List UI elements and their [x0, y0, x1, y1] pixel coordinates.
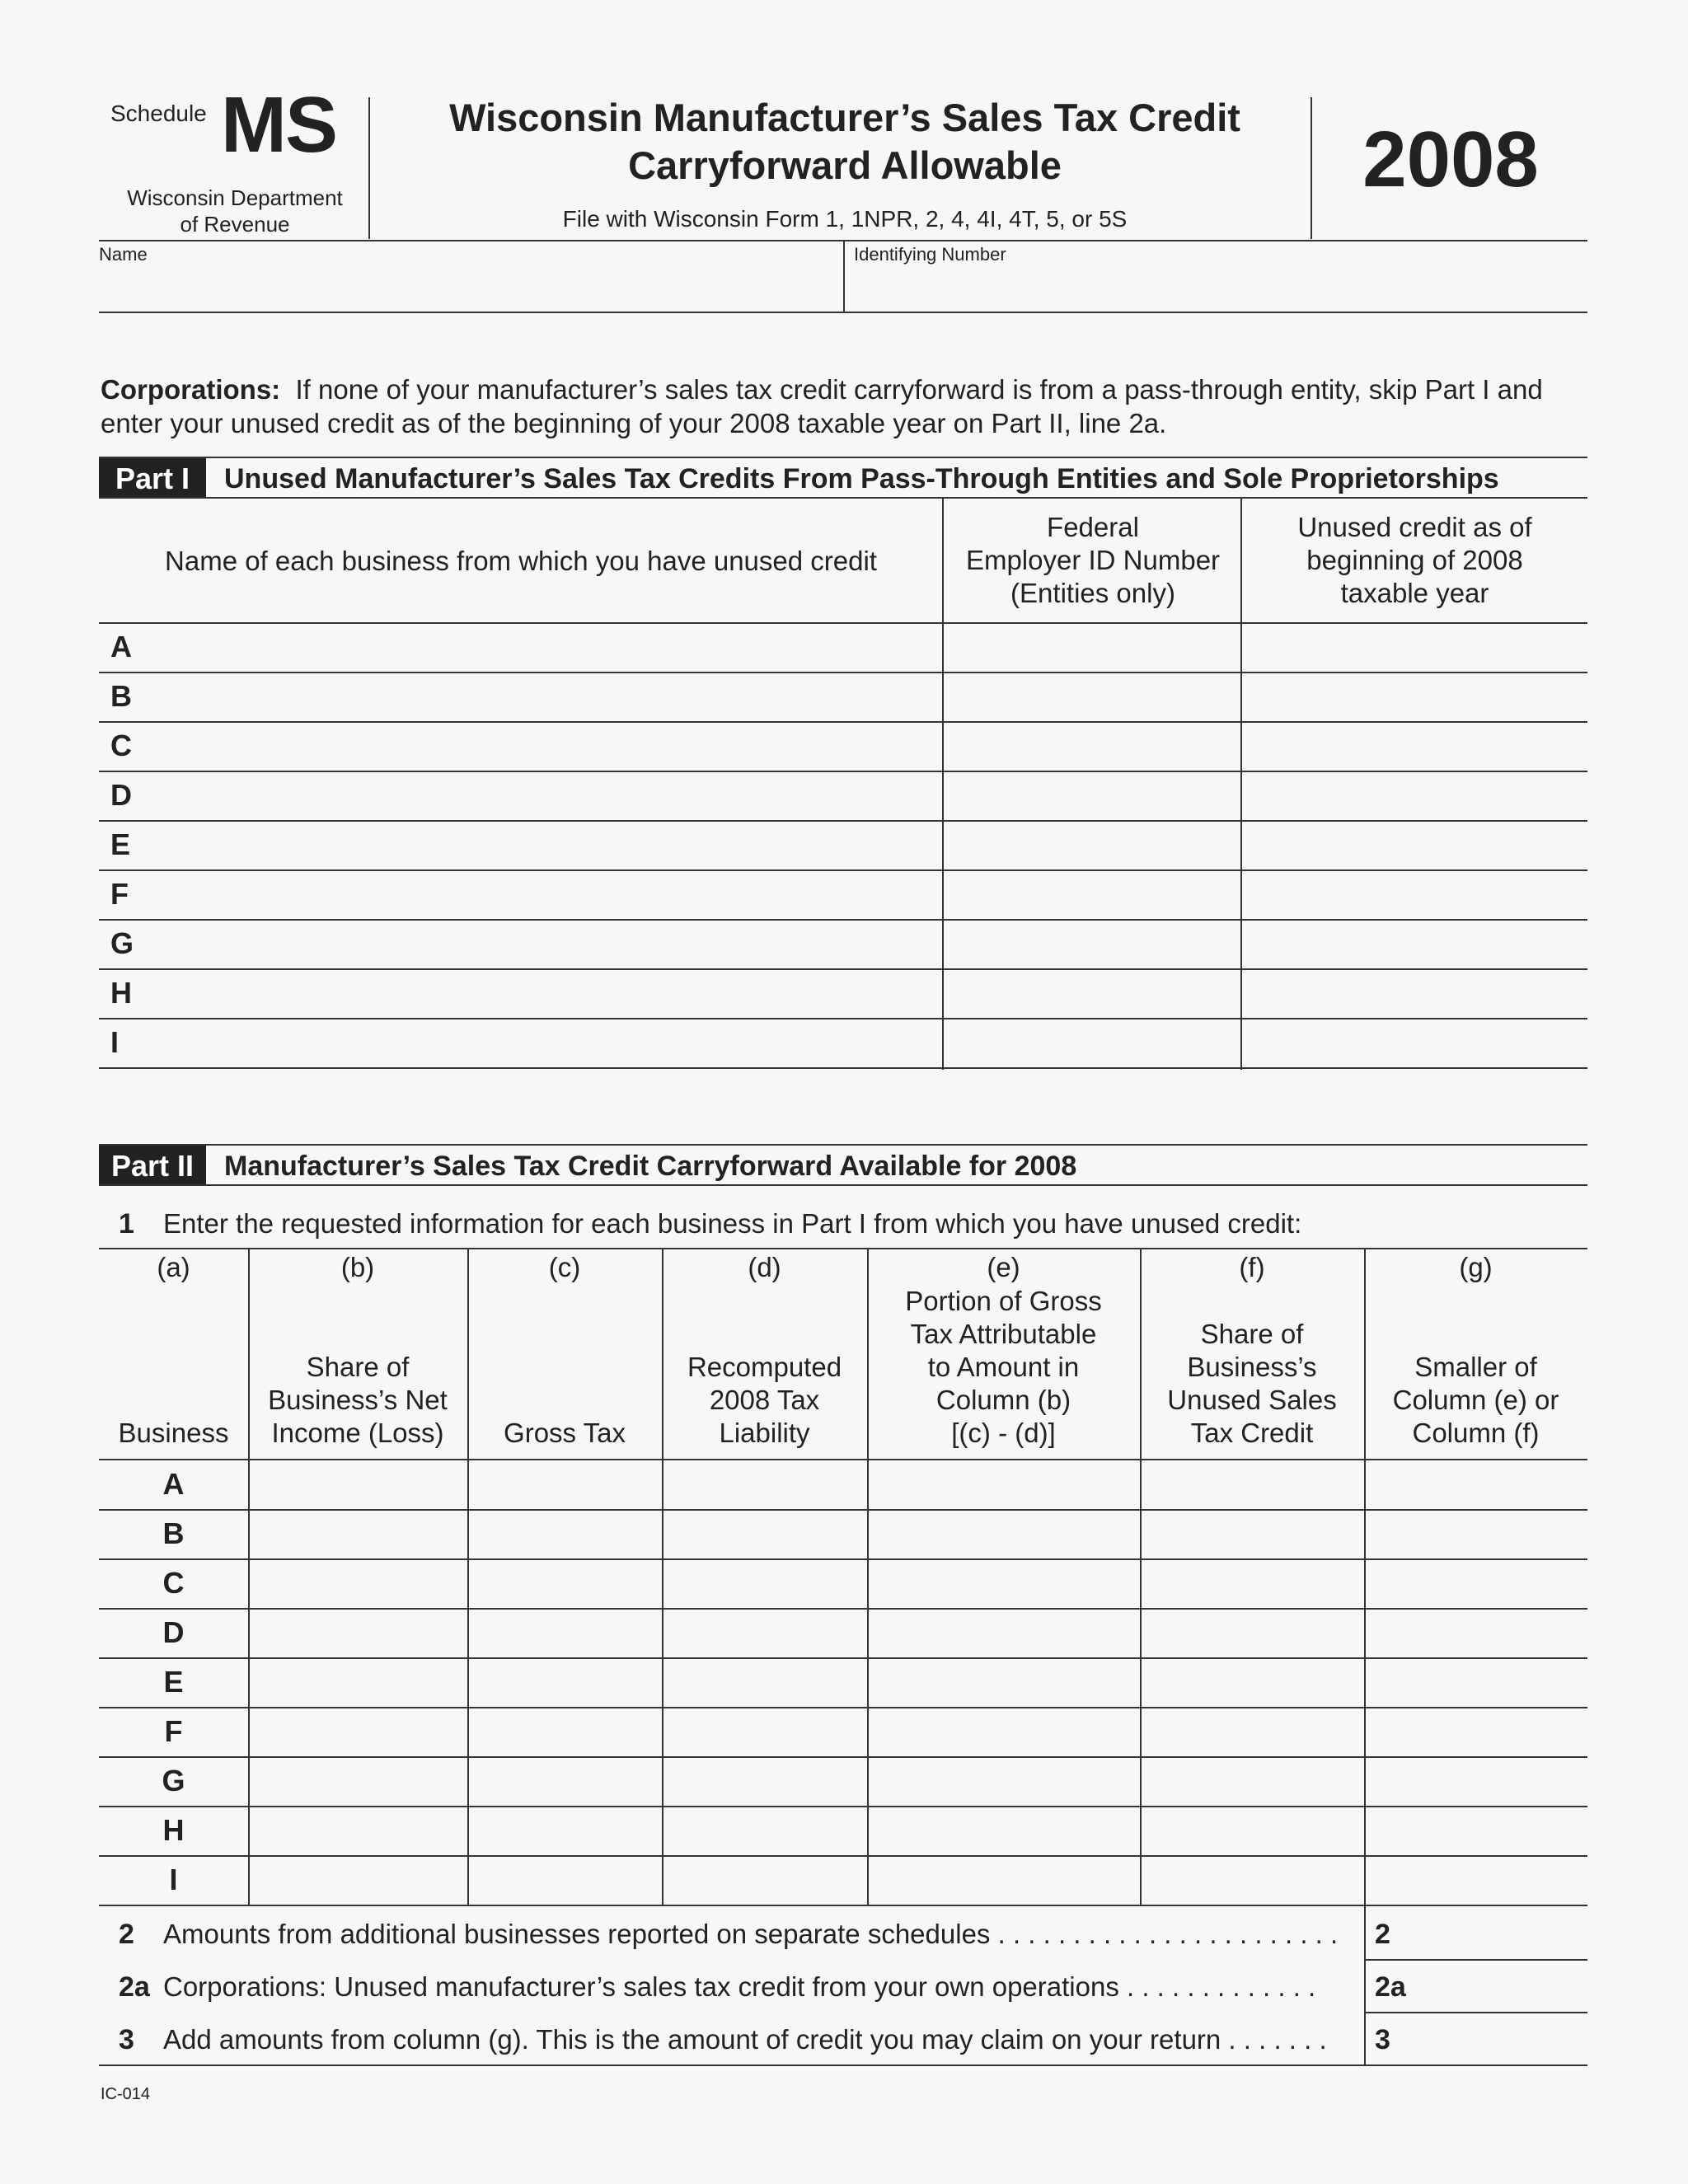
part2-amount-field[interactable] [472, 1710, 657, 1753]
department-line-1: Wisconsin Department [127, 185, 343, 210]
part2-amount-field[interactable] [872, 1858, 1135, 1901]
part2-header-rule [99, 1184, 1587, 1186]
part2-amount-field[interactable] [253, 1562, 462, 1605]
part1-business-name-field[interactable] [148, 724, 936, 767]
part2-row-rule [99, 1707, 1587, 1708]
part1-unused-credit-field[interactable] [1246, 774, 1584, 817]
part1-row-letter: D [110, 778, 132, 812]
part1-row-letter: H [110, 976, 132, 1010]
leader-dots: . . . . . . . . . . . . . . . . . . . . . . . [990, 1919, 1339, 1949]
part1-row-rule [99, 672, 1587, 673]
part2-amount-field[interactable] [872, 1760, 1135, 1802]
part1-row-letter: I [110, 1025, 120, 1059]
part2-col-desc-line: Business’s Net [268, 1385, 448, 1415]
part2-row-letter: C [162, 1566, 185, 1600]
part2-row-letter: B [162, 1516, 185, 1550]
part2-amount-field[interactable] [1145, 1858, 1359, 1901]
part1-unused-credit-field[interactable] [1246, 823, 1584, 866]
part1-business-name-field[interactable] [148, 675, 936, 718]
summary-line-number: 3 [119, 2024, 134, 2055]
part2-row-letter: E [163, 1665, 184, 1699]
part2-col-description [1140, 1318, 1364, 1450]
part1-unused-credit-field[interactable] [1246, 1021, 1584, 1064]
part1-fein-field[interactable] [948, 1021, 1236, 1064]
part2-row-letter: D [162, 1615, 185, 1649]
part1-fein-field[interactable] [948, 675, 1236, 718]
part2-col-desc-line: 2008 Tax [709, 1385, 820, 1415]
part1-badge: Part I [99, 458, 206, 498]
identity-bottom-rule [99, 312, 1587, 313]
summary-row-rule [1364, 1959, 1587, 1961]
part2-amount-field[interactable] [1145, 1760, 1359, 1802]
part2-col-letter: (f) [1239, 1252, 1265, 1282]
part2-col-desc-line: to Amount in [927, 1352, 1080, 1382]
part1-fein-field[interactable] [948, 922, 1236, 965]
summary-amount-field[interactable] [1426, 1964, 1582, 2007]
part1-divider-1 [942, 498, 944, 1070]
part2-amount-field[interactable] [1145, 1463, 1359, 1506]
unused-head-line: taxable year [1340, 578, 1489, 608]
part2-col-letter: (b) [340, 1252, 375, 1282]
part2-amount-field[interactable] [253, 1512, 462, 1555]
identifying-number-label: Identifying Number [854, 244, 1006, 265]
part2-amount-field[interactable] [872, 1512, 1135, 1555]
part2-amount-field[interactable] [472, 1611, 657, 1654]
part1-unused-credit-field[interactable] [1246, 873, 1584, 916]
part2-amount-field[interactable] [667, 1661, 862, 1704]
summary-line-label: Amounts from additional businesses reported on separate schedules [163, 1919, 991, 1949]
part2-amount-field[interactable] [472, 1661, 657, 1704]
part2-title: Manufacturer’s Sales Tax Credit Carryforward Available for 2008 [224, 1151, 1077, 1182]
part2-col-desc-line: Liability [719, 1418, 810, 1448]
part2-col-desc-line: Income (Loss) [271, 1418, 444, 1448]
department-name [115, 185, 354, 237]
name-field[interactable] [101, 268, 841, 311]
header-divider-right [1311, 97, 1312, 239]
part2-row-rule [99, 1657, 1587, 1659]
summary-box-number: 2a [1375, 1971, 1406, 2003]
part2-col-desc-line: Share of [306, 1352, 410, 1382]
part1-business-name-field[interactable] [148, 922, 936, 965]
part1-business-name-field[interactable] [148, 626, 936, 668]
summary-row-rule [1364, 2012, 1587, 2013]
part2-col-description [1364, 1351, 1587, 1450]
part1-row-letter: C [110, 729, 132, 762]
part2-col-desc-line: Tax Attributable [910, 1319, 1097, 1349]
part2-row-rule [99, 1806, 1587, 1807]
part2-col-description [662, 1351, 867, 1450]
part1-fein-field[interactable] [948, 626, 1236, 668]
part2-amount-field[interactable] [1145, 1611, 1359, 1654]
part1-business-name-field[interactable] [148, 823, 936, 866]
form-title-line-1: Wisconsin Manufacturer’s Sales Tax Credit [449, 96, 1240, 139]
department-line-2: of Revenue [180, 212, 290, 237]
part2-amount-field[interactable] [1369, 1512, 1582, 1555]
part2-amount-field[interactable] [1369, 1809, 1582, 1852]
fein-head-line: Federal [1047, 512, 1139, 542]
part2-amount-field[interactable] [253, 1760, 462, 1802]
part2-amount-field[interactable] [1369, 1463, 1582, 1506]
part2-row-letter: F [164, 1714, 183, 1748]
part2-amount-field[interactable] [872, 1463, 1135, 1506]
part1-business-name-field[interactable] [148, 972, 936, 1015]
part1-row-rule [99, 721, 1587, 723]
summary-row-rule [99, 2064, 1587, 2066]
part2-col-desc-line: Gross Tax [504, 1418, 626, 1448]
unused-head-line: beginning of 2008 [1306, 545, 1523, 575]
part2-col-desc-line: Column (b) [935, 1385, 1071, 1415]
part2-amount-field[interactable] [472, 1809, 657, 1852]
part2-row-rule [99, 1756, 1587, 1758]
unused-head-line: Unused credit as of [1297, 512, 1532, 542]
summary-amount-field[interactable] [1426, 1911, 1582, 1954]
part2-amount-field[interactable] [872, 1611, 1135, 1654]
part2-amount-field[interactable] [667, 1463, 862, 1506]
part2-col-letter: (d) [748, 1252, 781, 1282]
part1-row-rule [99, 1067, 1587, 1069]
summary-line-text [163, 1918, 1354, 1951]
part2-col-desc-line: Recomputed [687, 1352, 842, 1382]
part1-row-rule [99, 968, 1587, 970]
part2-row-rule [99, 1855, 1587, 1857]
part2-col-desc-line: Business [118, 1418, 229, 1448]
part2-col-desc-line: Column (e) or [1392, 1385, 1559, 1415]
line-1-number: 1 [119, 1208, 134, 1240]
part2-amount-field[interactable] [253, 1611, 462, 1654]
corporations-lead: Corporations: [101, 374, 281, 405]
part2-col-letter: (e) [987, 1252, 1020, 1282]
part1-row-rule [99, 1018, 1587, 1019]
summary-box-divider [1364, 1906, 1366, 2064]
schedule-label: Schedule [110, 101, 207, 126]
part2-row-letter: A [162, 1467, 185, 1501]
part1-row-rule [99, 622, 1587, 624]
part1-unused-credit-field[interactable] [1246, 626, 1584, 668]
part2-row-letter: G [162, 1764, 185, 1797]
part2-col-description [467, 1417, 662, 1450]
part2-amount-field[interactable] [667, 1710, 862, 1753]
leader-dots: . . . . . . . . . . . . . [1118, 1971, 1316, 2002]
part2-amount-field[interactable] [1145, 1562, 1359, 1605]
part1-unused-credit-field[interactable] [1246, 922, 1584, 965]
part2-amount-field[interactable] [1145, 1512, 1359, 1555]
part1-unused-credit-field[interactable] [1246, 724, 1584, 767]
part2-col-desc-line: Unused Sales [1167, 1385, 1337, 1415]
part2-amount-field[interactable] [1145, 1661, 1359, 1704]
part2-amount-field[interactable] [1369, 1611, 1582, 1654]
part2-col-desc-line: Column (f) [1412, 1418, 1540, 1448]
part1-row-letter: A [110, 630, 132, 663]
part1-col-business-name: Name of each business from which you have unused credit [165, 546, 877, 576]
part2-amount-field[interactable] [667, 1858, 862, 1901]
part2-amount-field[interactable] [1145, 1809, 1359, 1852]
part2-amount-field[interactable] [1369, 1760, 1582, 1802]
part2-col-desc-line: Smaller of [1414, 1352, 1537, 1382]
part2-amount-field[interactable] [872, 1809, 1135, 1852]
summary-box-number: 3 [1375, 2024, 1390, 2055]
part1-business-name-field[interactable] [148, 873, 936, 916]
part1-fein-field[interactable] [948, 972, 1236, 1015]
part2-badge: Part II [99, 1146, 206, 1185]
fein-head-line: (Entities only) [1010, 578, 1175, 608]
part2-col-desc-line: Business’s [1187, 1352, 1317, 1382]
form-title-line-2: Carryforward Allowable [628, 143, 1062, 187]
part1-divider-2 [1240, 498, 1242, 1070]
summary-amount-field[interactable] [1426, 2017, 1582, 2060]
fein-head-line: Employer ID Number [965, 545, 1221, 575]
part2-amount-field[interactable] [872, 1562, 1135, 1605]
part1-row-letter: E [110, 827, 131, 861]
identifying-number-field[interactable] [847, 268, 1586, 311]
part2-col-letter: (a) [157, 1252, 190, 1282]
part2-amount-field[interactable] [1145, 1710, 1359, 1753]
part1-row-letter: B [110, 679, 132, 713]
part1-row-rule [99, 820, 1587, 822]
part1-col-unused-credit [1242, 511, 1587, 610]
part2-amount-field[interactable] [1369, 1562, 1582, 1605]
schedule-code: MS [221, 81, 336, 169]
part1-fein-field[interactable] [948, 724, 1236, 767]
part1-unused-credit-field[interactable] [1246, 675, 1584, 718]
part1-unused-credit-field[interactable] [1246, 972, 1584, 1015]
part2-row-letter: H [162, 1813, 185, 1847]
summary-line-label: Corporations: Unused manufacturer’s sales tax credit from your own operations [163, 1971, 1119, 2002]
summary-line-label: Add amounts from column (g). This is the amount of credit you may claim on your return [163, 2024, 1221, 2055]
part2-amount-field[interactable] [1369, 1661, 1582, 1704]
part2-amount-field[interactable] [472, 1562, 657, 1605]
corporations-instruction [101, 373, 1584, 440]
part2-col-letter: (c) [548, 1252, 581, 1282]
part2-row-letter: I [169, 1863, 178, 1896]
part1-fein-field[interactable] [948, 873, 1236, 916]
summary-line-text [163, 2023, 1354, 2056]
form-code: IC-014 [101, 2085, 151, 2103]
part2-amount-field[interactable] [472, 1512, 657, 1555]
intro-line-1: If none of your manufacturer’s sales tax credit carryforward is from a pass-through entity, skip Part I and [295, 374, 1543, 405]
part1-row-rule [99, 919, 1587, 921]
summary-line-number: 2a [119, 1971, 150, 2003]
part2-amount-field[interactable] [872, 1661, 1135, 1704]
form-title [379, 94, 1311, 190]
part2-amount-field[interactable] [667, 1611, 862, 1654]
file-with-note: File with Wisconsin Form 1, 1NPR, 2, 4, 4I, 4T, 5, or 5S [562, 206, 1128, 232]
summary-box-number: 2 [1375, 1919, 1390, 1950]
part2-amount-field[interactable] [253, 1463, 462, 1506]
part1-fein-field[interactable] [948, 774, 1236, 817]
part2-row-rule [99, 1509, 1587, 1511]
part2-col-description [248, 1351, 467, 1450]
part2-col-desc-line: Share of [1200, 1319, 1304, 1349]
summary-line-text [163, 1971, 1354, 2004]
part2-col-description [99, 1417, 248, 1450]
part2-amount-field[interactable] [253, 1809, 462, 1852]
intro-line-2: enter your unused credit as of the beginning of your 2008 taxable year on Part II, line 2a. [101, 408, 1167, 438]
part1-business-name-field[interactable] [148, 774, 936, 817]
part2-col-desc-line: Tax Credit [1190, 1418, 1314, 1448]
part2-row-rule [99, 1558, 1587, 1560]
part2-col-description [867, 1285, 1140, 1450]
name-label: Name [99, 244, 148, 265]
part2-amount-field[interactable] [667, 1809, 862, 1852]
leader-dots: . . . . . . . [1221, 2024, 1327, 2055]
part2-amount-field[interactable] [472, 1463, 657, 1506]
part2-amount-field[interactable] [667, 1512, 862, 1555]
part1-fein-field[interactable] [948, 823, 1236, 866]
tax-year: 2008 [1362, 115, 1539, 204]
part1-row-rule [99, 771, 1587, 772]
part2-amount-field[interactable] [472, 1760, 657, 1802]
part2-amount-field[interactable] [472, 1858, 657, 1901]
header-divider-left [368, 97, 370, 239]
summary-line-number: 2 [119, 1919, 134, 1950]
part1-row-letter: F [110, 877, 129, 911]
part1-title: Unused Manufacturer’s Sales Tax Credits From Pass-Through Entities and Sole Proprietorships [224, 463, 1499, 494]
part2-col-desc-line: Portion of Gross [905, 1286, 1102, 1316]
part1-col-fein [944, 511, 1242, 610]
part2-amount-field[interactable] [667, 1562, 862, 1605]
part1-row-letter: G [110, 926, 134, 960]
part2-amount-field[interactable] [872, 1710, 1135, 1753]
part2-amount-field[interactable] [1369, 1710, 1582, 1753]
part1-header-rule [99, 497, 1587, 499]
part2-amount-field[interactable] [667, 1760, 862, 1802]
part2-amount-field[interactable] [1369, 1858, 1582, 1901]
line-1-text: Enter the requested information for each business in Part I from which you have unused credit: [163, 1208, 1302, 1239]
part1-business-name-field[interactable] [148, 1021, 936, 1064]
part2-amount-field[interactable] [253, 1661, 462, 1704]
part2-col-desc-line: [(c) - (d)] [951, 1418, 1056, 1448]
name-id-divider [843, 241, 845, 312]
part2-col-letter: (g) [1459, 1252, 1493, 1282]
part1-row-rule [99, 869, 1587, 871]
part2-amount-field[interactable] [253, 1710, 462, 1753]
part2-row-rule [99, 1608, 1587, 1610]
part2-amount-field[interactable] [253, 1858, 462, 1901]
